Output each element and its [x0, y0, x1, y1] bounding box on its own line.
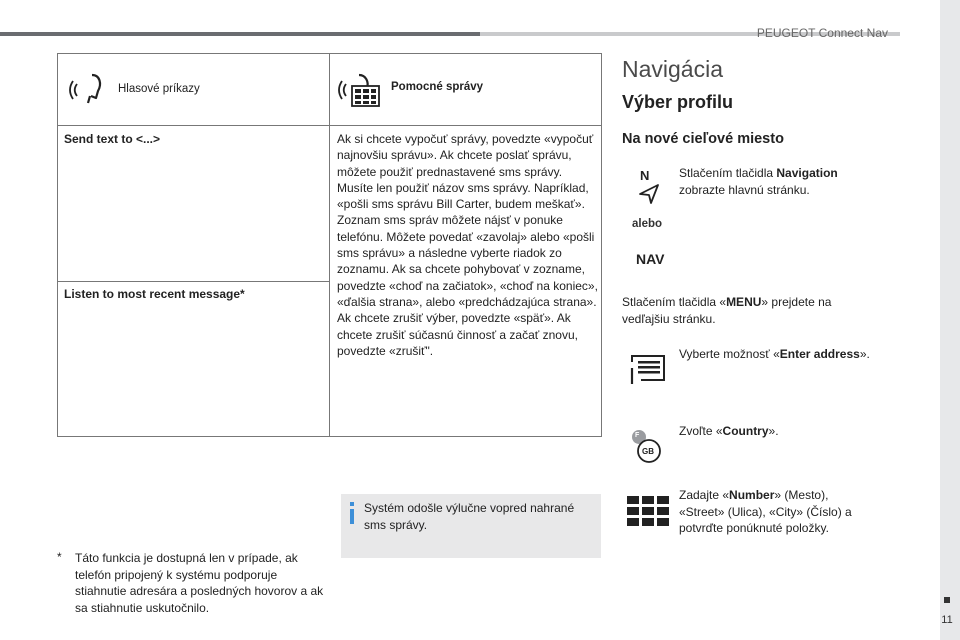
- step-text: Zadajte «: [679, 488, 730, 502]
- step-text: Zvoľte «: [679, 424, 723, 438]
- step-bold: Enter address: [779, 347, 860, 361]
- enter-address-icon: [627, 352, 667, 386]
- header-help-messages: Pomocné správy: [391, 81, 484, 93]
- help-message-icon: [337, 72, 381, 108]
- or-label: alebo: [632, 218, 663, 230]
- page-number: 11: [941, 614, 953, 626]
- keyboard-grid-icon: [627, 496, 669, 526]
- voice-command-icon: [68, 72, 104, 106]
- footnote-text: Táto funkcia je dostupná len v prípade, ak telefón pripojený k systému podporuje stiahnutie adresára a posledných hovorov a ak sa stiahnutie uskutočnilo.: [75, 551, 324, 615]
- table-row-divider: [57, 281, 330, 282]
- table-header-divider: [57, 125, 602, 126]
- header-voice-commands: Hlasové príkazy: [118, 83, 200, 95]
- subsubtitle: Na nové cieľové miesto: [622, 131, 784, 147]
- step-enter-address: [679, 346, 919, 363]
- step-bold: MENU: [726, 295, 762, 309]
- nav-letter: N: [640, 168, 650, 183]
- section-title: Navigácia: [622, 56, 723, 82]
- step-bold: Country: [722, 424, 769, 438]
- step-bold: Navigation: [776, 166, 838, 180]
- step-text: Vyberte možnosť «: [679, 347, 780, 361]
- country-badge-bottom: GB: [642, 447, 654, 456]
- header-brand: PEUGEOT Connect Nav: [756, 26, 888, 40]
- step-text: ».: [768, 424, 779, 438]
- step-bold: Number: [729, 488, 775, 502]
- info-text: Systém odošle výlučne vopred nahrané sms správy.: [364, 501, 575, 532]
- step-text: » (Mesto), «Street» (Ulica), «City» (Číslo) a potvrďte ponúknuté položky.: [679, 488, 852, 535]
- info-icon: [348, 502, 356, 524]
- step-text: ».: [859, 347, 870, 361]
- step-text: » prejdete na vedľajšiu stránku.: [622, 295, 832, 326]
- step-navigation: [679, 165, 859, 198]
- help-text: Ak si chcete vypočuť správy, povedzte «vypočuť najnovšiu správu». Ak chcete poslať správu, môžete použiť prednastavené sms správy. Musíte len použiť názov sms správy. Napríklad, «pošli sms správu Bill Carter, budem meškať». Zoznam sms správ môžete nájsť v ponuke telefónu. Môžete povedať «zavolaj» alebo «pošli sms správu» a následne vyberte riadok zo zoznamu. Ak sa chcete pohybovať v zozname, povedzte «choď na začiatok», «choď na koniec», «ďalšia strana», alebo «predchádzajúca strana». Ak chcete zrušiť výber, povedzte «späť». Ak chcete zrušiť súčasnú činnosť a začať znovu, povedzte «zrušiť".: [337, 132, 598, 358]
- side-strip: [940, 0, 960, 640]
- step-text: Stlačením tlačidla: [679, 166, 777, 180]
- nav-key-label: NAV: [636, 251, 665, 267]
- step-menu: [622, 294, 862, 327]
- footnote-marker: *: [57, 550, 62, 564]
- subtitle: Výber profilu: [622, 92, 734, 112]
- command-listen-recent: Listen to most recent message*: [64, 287, 245, 301]
- table-column-divider: [329, 53, 330, 437]
- step-number: [679, 487, 869, 537]
- step-country: [679, 423, 919, 440]
- header-rule-dark: [0, 32, 480, 36]
- step-text: zobrazte hlavnú stránku.: [679, 182, 810, 197]
- command-send-text: Send text to <...>: [64, 132, 161, 146]
- navigation-arrow-icon: [637, 182, 661, 206]
- country-badge-top: F: [635, 432, 640, 439]
- step-text: Stlačením tlačidla «: [622, 295, 727, 309]
- page-marker: [944, 597, 950, 603]
